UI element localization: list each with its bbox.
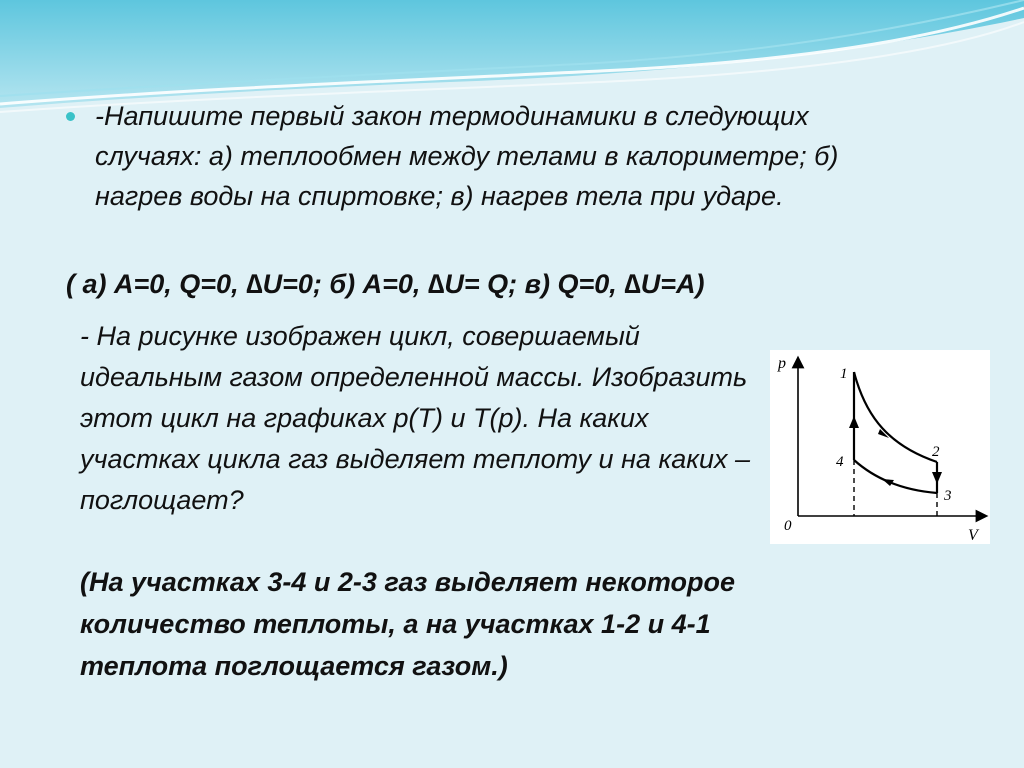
bullet-icon bbox=[66, 112, 75, 121]
answer-first-law: ( а) A=0, Q=0, ∆U=0; б) A=0, ∆U= Q; в) Q=0, ∆U=A) bbox=[66, 269, 705, 299]
p-axis-label: p bbox=[778, 355, 786, 372]
question-first-law: -Напишите первый закон термодинамики в следующих случаях: а) теплообмен между телами в калориметре; б) нагрев воды на спиртовке; в) нагрев тела при ударе. bbox=[95, 101, 839, 211]
segment-3-4 bbox=[854, 460, 937, 493]
question-cycle: - На рисунке изображен цикл, совершаемый идеальным газом определенной массы. Изобразить этот цикл на графиках р(Т) и Т(р). На каких участках цикла газ выделяет теплоту и на каких – поглощает? bbox=[80, 321, 750, 515]
point-3-label: 3 bbox=[944, 488, 952, 504]
answer-cycle: (На участках 3-4 и 2-3 газ выделяет некоторое количество теплоты, а на участках 1-2 и 4-1 теплота поглощается газом.) bbox=[80, 567, 736, 681]
origin-label: 0 bbox=[784, 518, 792, 534]
point-1-label: 1 bbox=[840, 366, 848, 382]
point-4-label: 4 bbox=[836, 454, 844, 470]
segment-1-2 bbox=[854, 372, 937, 462]
pv-cycle-diagram bbox=[770, 350, 990, 544]
point-2-label: 2 bbox=[932, 444, 940, 460]
v-axis-label: V bbox=[968, 527, 978, 544]
